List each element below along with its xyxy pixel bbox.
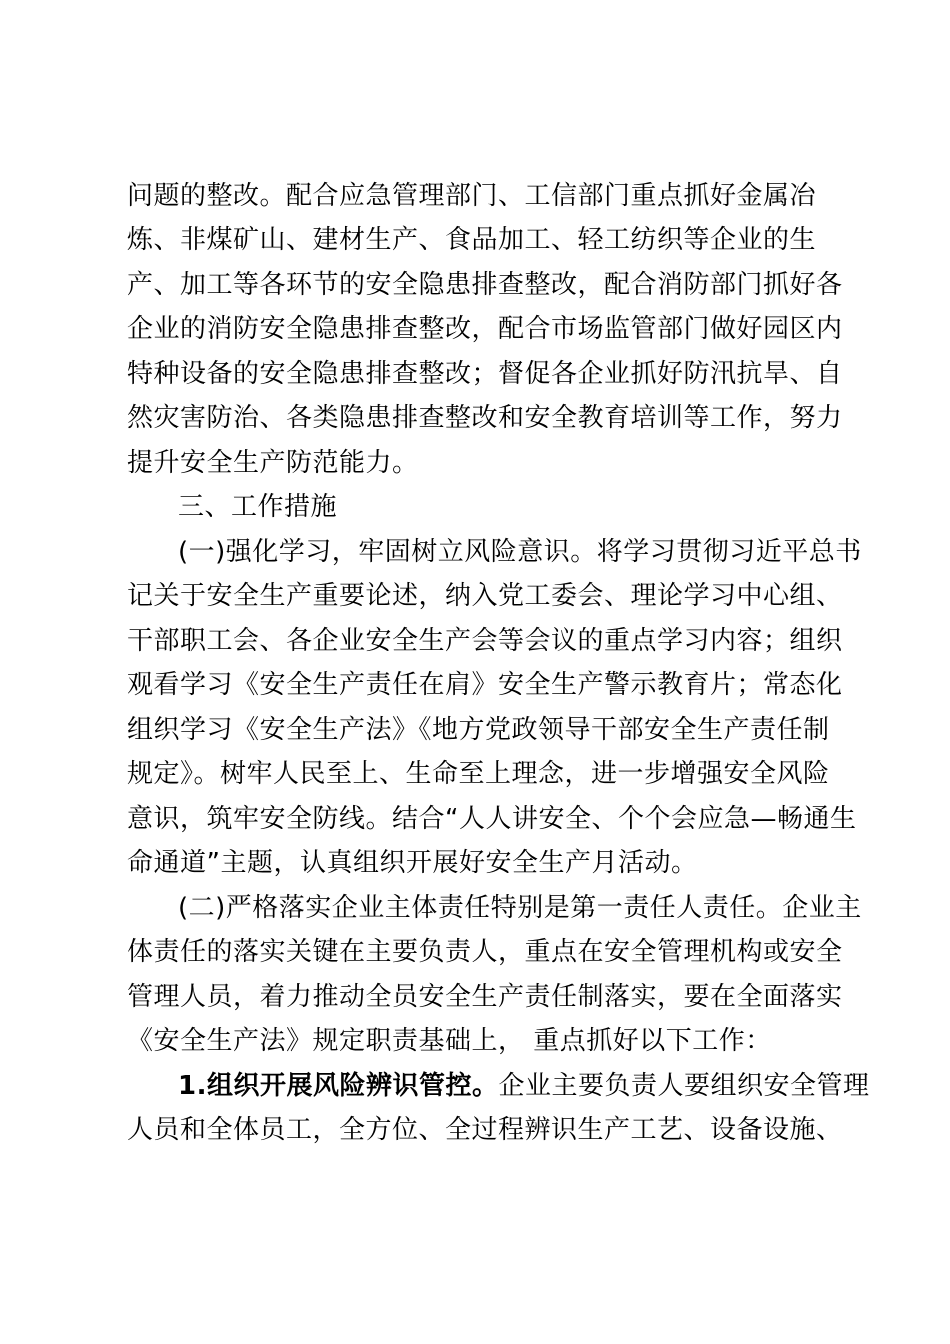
item-text: 企业主要负责人要组织安全管理 [498,1071,870,1101]
text-line: 意识，筑牢安全防线。结合“人人讲安全、个个会应急—畅通生 [127,804,857,834]
text-line: 产、加工等各环节的安全隐患排查整改，配合消防部门抓好各 [127,270,843,300]
text-line: (一)强化学习，牢固树立风险意识。将学习贯彻习近平总书 [178,537,862,567]
text-line: 组织学习《安全生产法》《地方党政领导干部安全生产责任制 [127,715,830,745]
text-line: (二)严格落实企业主体责任特别是第一责任人责任。企业主 [178,893,862,923]
text-line: 规定》。树牢人民至上、生命至上理念，进一步增强安全风险 [127,759,830,789]
text-line: 观看学习《安全生产责任在肩》安全生产警示教育片；常态化 [127,670,843,700]
text-line: 干部职工会、各企业安全生产会等会议的重点学习内容；组织 [127,626,843,656]
text-line: 特种设备的安全隐患排查整改；督促各企业抓好防汛抗旱、自 [127,359,843,389]
text-line: 问题的整改。配合应急管理部门、工信部门重点抓好金属冶 [127,181,817,211]
section-heading: 三、工作措施 [178,492,338,522]
text-line: 炼、非煤矿山、建材生产、食品加工、轻工纺织等企业的生 [127,225,817,255]
text-line: 企业的消防安全隐患排查整改，配合市场监管部门做好园区内 [127,314,843,344]
text-line: 提升安全生产防范能力。 [127,448,419,478]
text-line: 记关于安全生产重要论述，纳入党工委会、理论学习中心组、 [127,581,843,611]
text-line: 然灾害防治、各类隐患排查整改和安全教育培训等工作，努力 [127,403,843,433]
item-heading: 1.组织开展风险辨识管控。 [178,1071,499,1101]
text-line: 人员和全体员工，全方位、全过程辨识生产工艺、设备设施、 [127,1115,843,1145]
text-line: 管理人员，着力推动全员安全生产责任制落实，要在全面落实 [127,982,843,1012]
text-line: 命通道”主题，认真组织开展好安全生产月活动。 [127,848,698,878]
text-line: 体责任的落实关键在主要负责人，重点在安全管理机构或安全 [127,937,843,967]
numbered-item-line [178,1064,869,1108]
text-line: 《安全生产法》规定职责基础上， 重点抓好以下工作： [127,1026,772,1056]
